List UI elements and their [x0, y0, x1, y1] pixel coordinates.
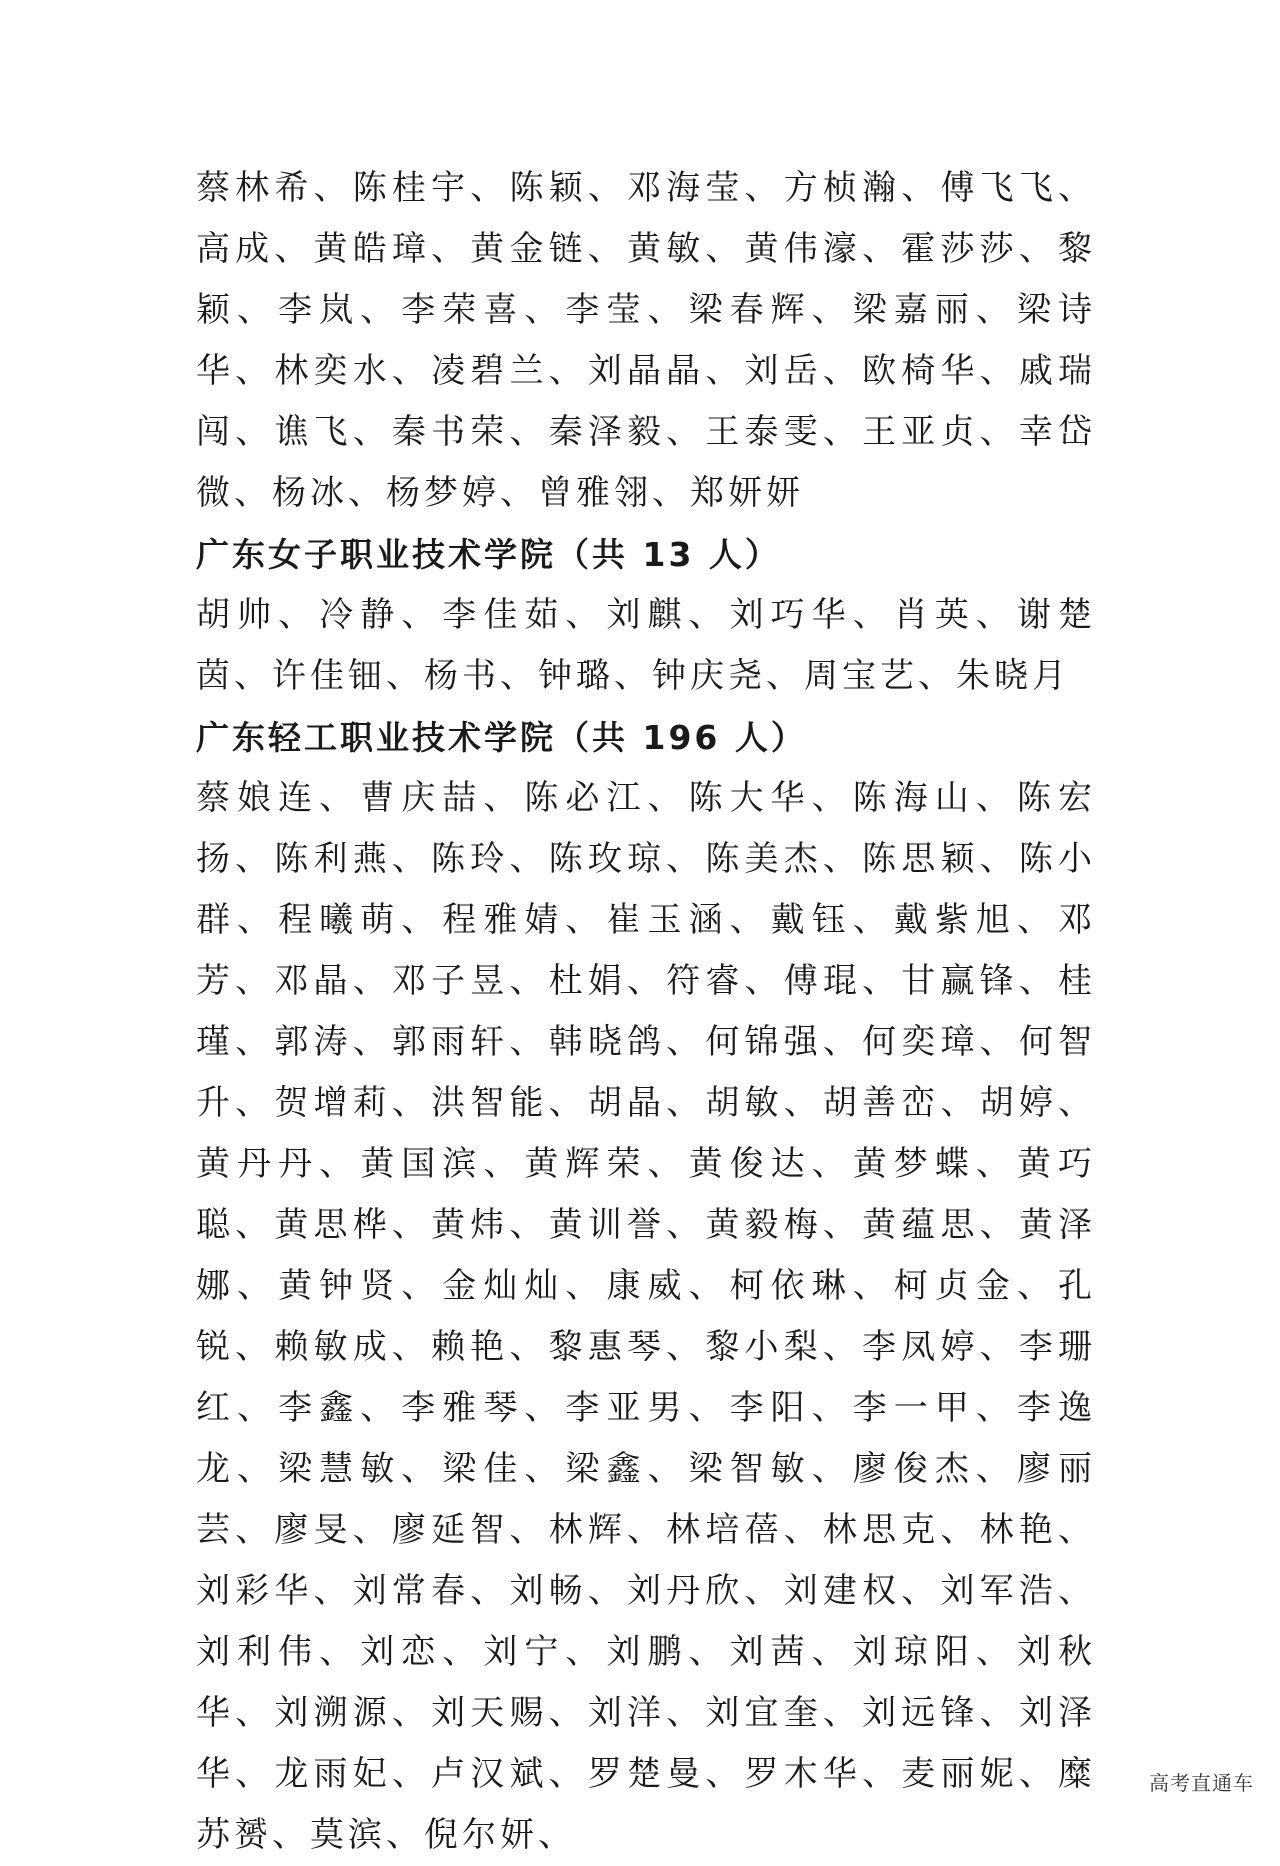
- name-list-light-industry-college: 蔡娘连、曹庆喆、陈必江、陈大华、陈海山、陈宏扬、陈利燕、陈玲、陈玫琼、陈美杰、陈思颖、陈小群、程曦萌、程雅婧、崔玉涵、戴钰、戴紫旭、邓芳、邓晶、邓子昱、杜娟、符睿、傅琨、甘赢锋、桂瑾、郭涛、郭雨轩、韩晓鸽、何锦强、何奕璋、何智升、贺增莉、洪智能、胡晶、胡敏、胡善峦、胡婷、黄丹丹、黄国滨、黄辉荣、黄俊达、黄梦蝶、黄巧聪、黄思桦、黄炜、黄训誉、黄毅梅、黄蕴思、黄泽娜、黄钟贤、金灿灿、康威、柯依琳、柯贞金、孔锐、赖敏成、赖艳、黎惠琴、黎小梨、李凤婷、李珊红、李鑫、李雅琴、李亚男、李阳、李一甲、李逸龙、梁慧敏、梁佳、梁鑫、梁智敏、廖俊杰、廖丽芸、廖旻、廖延智、林辉、林培蓓、林思克、林艳、刘彩华、刘常春、刘畅、刘丹欣、刘建权、刘军浩、刘利伟、刘恋、刘宁、刘鹏、刘茜、刘琼阳、刘秋华、刘溯源、刘天赐、刘洋、刘宜奎、刘远锋、刘泽华、龙雨妃、卢汉斌、罗楚曼、罗木华、麦丽妮、糜苏赟、莫滨、倪尔妍、: [196, 778, 1096, 1855]
- section-heading-womens-college: 广东女子职业技术学院（共 13 人）: [196, 535, 781, 574]
- page-content: [196, 158, 1096, 1866]
- section-heading-light-industry-college: 广东轻工职业技术学院（共 196 人）: [196, 718, 807, 757]
- watermark-text: 高考直通车: [1149, 1771, 1254, 1795]
- name-list-womens-college: 胡帅、冷静、李佳茹、刘麒、刘巧华、肖英、谢楚茵、许佳钿、杨书、钟璐、钟庆尧、周宝艺、朱晓月: [196, 595, 1096, 696]
- name-list-continuation: 蔡林希、陈桂宇、陈颖、邓海莹、方桢瀚、傅飞飞、高成、黄皓璋、黄金链、黄敏、黄伟濠、霍莎莎、黎颖、李岚、李荣喜、李莹、梁春辉、梁嘉丽、梁诗华、林奕水、凌碧兰、刘晶晶、刘岳、欧椅华、戚瑞闯、谯飞、秦书荣、秦泽毅、王泰雯、王亚贞、幸岱微、杨冰、杨梦婷、曾雅翎、郑妍妍: [196, 168, 1096, 513]
